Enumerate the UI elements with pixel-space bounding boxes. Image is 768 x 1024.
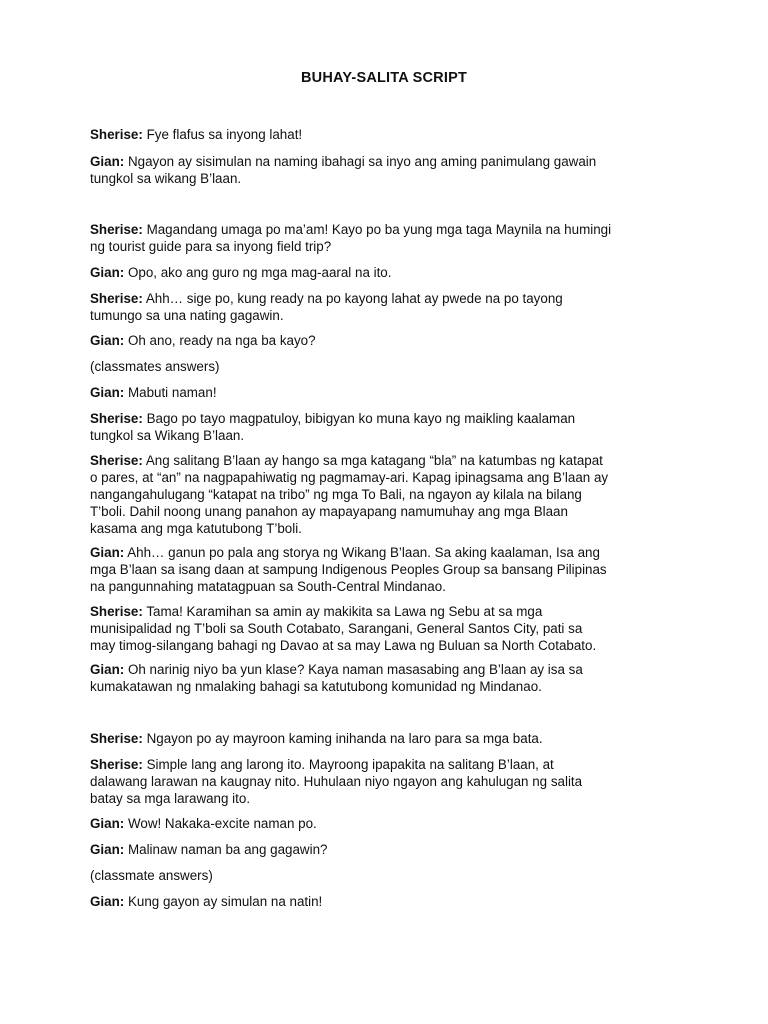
script-line — [90, 290, 690, 307]
dialogue-text: Ngayon po ay mayroon kaming inihanda na laro para sa mga bata. — [146, 731, 543, 746]
script-line — [90, 264, 690, 281]
script-line — [90, 661, 690, 678]
speaker-name: Sherise: — [90, 731, 143, 746]
dialogue-text: o pares, at “an” na nagpapahiwatig ng pagmamay-ari. Kapag ipinagsama ang B’laan ay — [90, 470, 609, 485]
dialogue-text: Kung gayon ay simulan na natin! — [127, 894, 323, 909]
dialogue-text: batay sa mga larawang ito. — [90, 791, 251, 806]
dialogue-text: ng tourist guide para sa inyong field trip? — [90, 239, 332, 254]
dialogue-text: kumakatawan ng nmalaking bahagi sa katutubong komunidad ng Mindanao. — [90, 679, 542, 694]
dialogue-text: Ang salitang B’laan ay hango sa mga katagang “bla” na katumbas ng katapat — [145, 453, 603, 468]
script-line — [90, 238, 690, 255]
script-line — [90, 358, 690, 375]
script-line — [90, 503, 690, 520]
dialogue-text: na pangunnahing matatagpuan sa South-Central Mindanao. — [90, 579, 446, 594]
dialogue-text: kasama ang mga katutubong T’boli. — [90, 521, 302, 536]
dialogue-text: mga B’laan sa isang daan at sampung Indigenous Peoples Group sa bansang Pilipinas — [90, 562, 607, 577]
dialogue-text: Bago po tayo magpatuloy, bibigyan ko muna kayo ng maikling kaalaman — [146, 411, 576, 426]
script-line — [90, 427, 690, 444]
dialogue-text: Opo, ako ang guro ng mga mag-aaral na ito. — [127, 265, 392, 280]
speaker-name: Gian: — [90, 545, 125, 560]
dialogue-text: Magandang umaga po ma’am! Kayo po ba yung mga taga Maynila na humingi — [146, 222, 612, 237]
dialogue-text: dalawang larawan na kaugnay nito. Huhulaan niyo ngayon ang kahulugan ng salita — [90, 774, 583, 789]
dialogue-text: tumungo sa una nating gagawin. — [90, 308, 284, 323]
dialogue-text: tungkol sa wikang B’laan. — [90, 171, 242, 186]
script-line — [90, 678, 690, 695]
speaker-name: Sherise: — [90, 757, 143, 772]
dialogue-text: Ngayon ay sisimulan na naming ibahagi sa inyo ang aming panimulang gawain — [127, 154, 597, 169]
script-line — [90, 384, 690, 401]
dialogue-text: Tama! Karamihan sa amin ay makikita sa Lawa ng Sebu at sa mga — [146, 604, 543, 619]
script-line — [90, 730, 690, 747]
script-line — [90, 170, 690, 187]
speaker-name: Gian: — [90, 816, 125, 831]
document-title: BUHAY-SALITA SCRIPT — [301, 70, 467, 86]
speaker-name: Gian: — [90, 333, 125, 348]
dialogue-text: Mabuti naman! — [127, 385, 217, 400]
script-line — [90, 561, 690, 578]
speaker-name: Gian: — [90, 154, 125, 169]
speaker-name: Sherise: — [90, 222, 143, 237]
script-line — [90, 790, 690, 807]
dialogue-text: may timog-silangang bahagi ng Davao at sa may Lawa ng Buluan sa North Cotabato. — [90, 638, 597, 653]
speaker-name: Sherise: — [90, 127, 143, 142]
script-line — [90, 841, 690, 858]
dialogue-text: Oh narinig niyo ba yun klase? Kaya naman masasabing ang B’laan ay isa sa — [127, 662, 583, 677]
script-line — [90, 332, 690, 349]
script-line — [90, 637, 690, 654]
speaker-name: Sherise: — [90, 411, 143, 426]
speaker-name: Sherise: — [90, 291, 143, 306]
script-line — [90, 544, 690, 561]
dialogue-text: Oh ano, ready na nga ba kayo? — [127, 333, 316, 348]
dialogue-text: T’boli. Dahil noong unang panahon ay mapayapang namumuhay ang mga Blaan — [90, 504, 568, 519]
dialogue-text: nangangahulugang “katapat na tribo” ng mga To Bali, na ngayon ay kilala na bilang — [90, 487, 582, 502]
script-line — [90, 815, 690, 832]
script-line — [90, 773, 690, 790]
dialogue-text: Malinaw naman ba ang gagawin? — [127, 842, 328, 857]
script-line — [90, 126, 690, 143]
script-line — [90, 410, 690, 427]
dialogue-text: munisipalidad ng T’boli sa South Cotabato, Sarangani, General Santos City, pati sa — [90, 621, 583, 636]
script-line — [90, 620, 690, 637]
script-line — [90, 452, 690, 469]
script-line — [90, 893, 690, 910]
speaker-name: Gian: — [90, 662, 125, 677]
script-line — [90, 867, 690, 884]
dialogue-text: (classmate answers) — [90, 868, 213, 883]
dialogue-text: Simple lang ang larong ito. Mayroong ipapakita na salitang B’laan, at — [146, 757, 554, 772]
dialogue-text: Ahh… sige po, kung ready na po kayong lahat ay pwede na po tayong — [145, 291, 563, 306]
speaker-name: Gian: — [90, 842, 125, 857]
speaker-name: Gian: — [90, 894, 125, 909]
script-line — [90, 307, 690, 324]
script-line — [90, 486, 690, 503]
script-line — [90, 469, 690, 486]
script-line — [90, 578, 690, 595]
dialogue-text: Wow! Nakaka-excite naman po. — [127, 816, 317, 831]
dialogue-text: Ahh… ganun po pala ang storya ng Wikang B’laan. Sa aking kaalaman, Isa ang — [127, 545, 600, 560]
speaker-name: Gian: — [90, 265, 125, 280]
script-line — [90, 221, 690, 238]
script-line — [90, 520, 690, 537]
speaker-name: Sherise: — [90, 453, 143, 468]
dialogue-text: tungkol sa Wikang B’laan. — [90, 428, 245, 443]
script-line — [90, 756, 690, 773]
script-line — [90, 603, 690, 620]
speaker-name: Gian: — [90, 385, 125, 400]
speaker-name: Sherise: — [90, 604, 143, 619]
dialogue-text: (classmates answers) — [90, 359, 220, 374]
dialogue-text: Fye flafus sa inyong lahat! — [146, 127, 303, 142]
script-line — [90, 153, 690, 170]
